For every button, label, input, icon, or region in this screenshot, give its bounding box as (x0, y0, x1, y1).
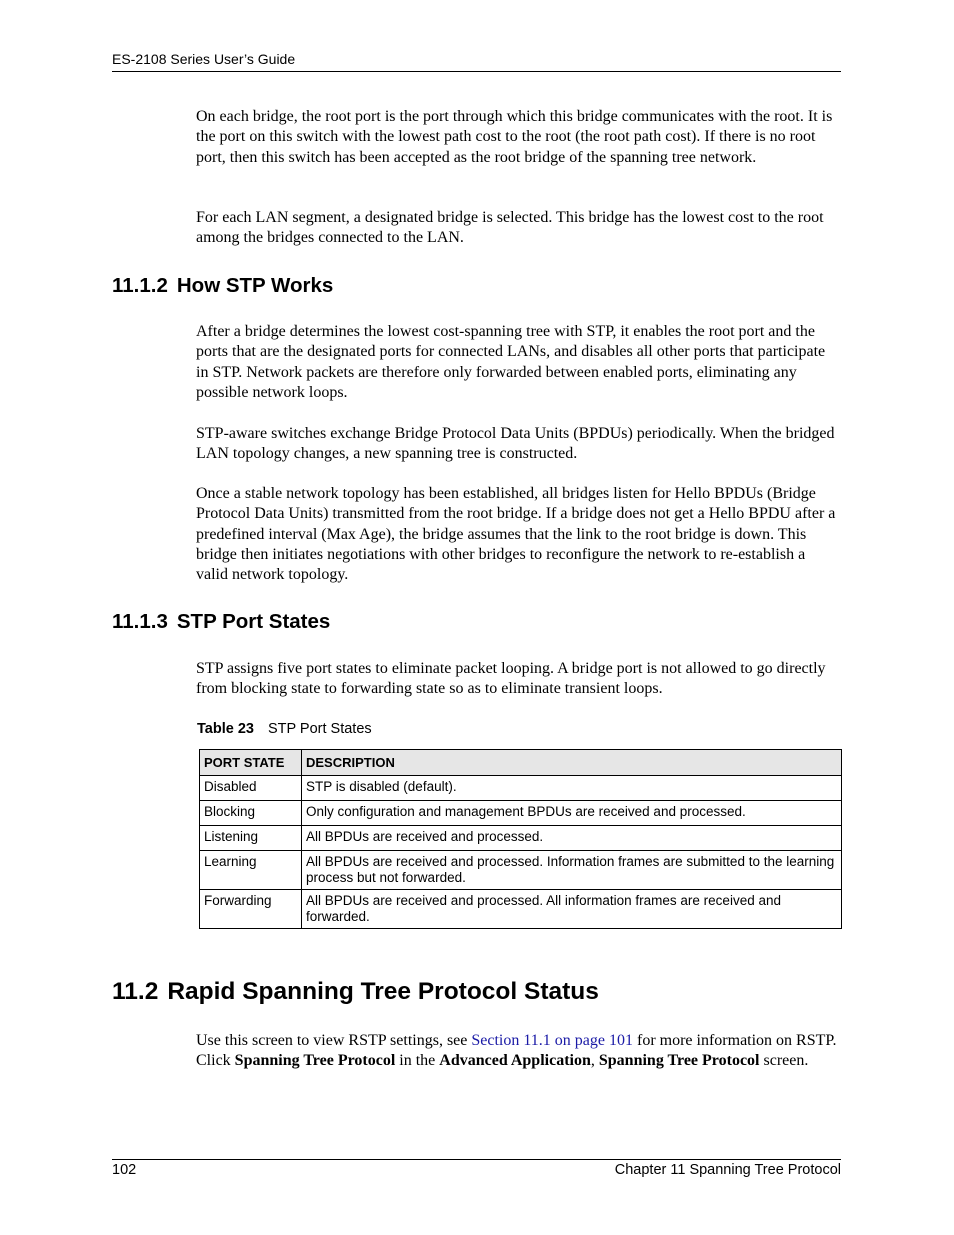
table-row (200, 801, 842, 826)
how-stp-paragraph-3: Once a stable network topology has been established, all bridges listen for Hello BPDUs (Bridge Protocol Data Units) transmitted from the root bridge. If a bridge does not get a Hello BPDU after a predefined interval (Max Age), the bridge assumes that the link to the root bridge is down. This bridge then initiates negotiations with other bridges to reconfigure the network to re-establish a valid network topology. (196, 485, 836, 584)
table-row (200, 890, 842, 929)
section-number: 11.2 (112, 978, 159, 1005)
port-state-cell: Listening (200, 826, 302, 851)
intro-paragraph-1: On each bridge, the root port is the port through which this bridge communicates with the root. It is the port on this switch with the lowest path cost to the root (the root path cost). If there is no root port, then this switch has been accepted as the root bridge of the spanning tree network. (196, 108, 833, 166)
port-state-cell: Learning (200, 851, 302, 890)
description-cell: All BPDUs are received and processed. All information frames are received and forwarded. (302, 890, 842, 929)
column-header-description: DESCRIPTION (302, 750, 842, 776)
page-number: 102 (112, 1162, 137, 1178)
running-header: ES-2108 Series User’s Guide (112, 51, 296, 67)
menu-reference: Advanced Application (439, 1052, 591, 1070)
rstp-paragraph (196, 1031, 841, 1072)
section-cross-reference-link[interactable]: Section 11.1 on page 101 (471, 1032, 633, 1049)
table-label: Table 23 (197, 721, 254, 737)
section-title: Rapid Spanning Tree Protocol Status (167, 978, 599, 1005)
section-heading-how-stp-works (112, 274, 333, 298)
port-state-cell: Disabled (200, 776, 302, 801)
stp-port-states-table (199, 749, 842, 929)
table-header-row (200, 750, 842, 776)
rstp-text: Use this screen to view RSTP settings, see (196, 1032, 472, 1049)
table-row (200, 826, 842, 851)
rstp-text: for more information on RSTP. Click (196, 1032, 837, 1070)
menu-reference: Spanning Tree Protocol (598, 1052, 760, 1070)
section-heading-rstp-status (112, 978, 599, 1006)
section-title: STP Port States (176, 610, 331, 633)
description-cell: All BPDUs are received and processed. Information frames are submitted to the learning process but not forwarded. (302, 851, 842, 890)
table-caption-text: STP Port States (267, 721, 372, 737)
section-title: How STP Works (176, 274, 334, 297)
section-heading-stp-port-states (112, 610, 330, 634)
rstp-text: screen. (759, 1052, 809, 1070)
description-cell: All BPDUs are received and processed. (302, 826, 842, 851)
port-state-cell: Blocking (200, 801, 302, 826)
port-states-paragraph: STP assigns five port states to eliminate packet looping. A bridge port is not allowed to go directly from blocking state to forwarding state so as to eliminate transient loops. (196, 660, 826, 698)
how-stp-paragraph-2: STP-aware switches exchange Bridge Protocol Data Units (BPDUs) periodically. When the bridged LAN topology changes, a new spanning tree is constructed. (196, 425, 835, 463)
table-row (200, 851, 842, 890)
header-rule (112, 71, 841, 72)
chapter-footer: Chapter 11 Spanning Tree Protocol (614, 1162, 841, 1178)
table-row (200, 776, 842, 801)
description-cell: STP is disabled (default). (302, 776, 842, 801)
menu-reference: Spanning Tree Protocol (234, 1052, 396, 1070)
how-stp-paragraph-1: After a bridge determines the lowest cost-spanning tree with STP, it enables the root port and the ports that are the designated ports for connected LANs, and disables all other ports that participate in STP. Network packets are therefore only forwarded between enabled ports, eliminating any possible network loops. (196, 323, 826, 401)
port-state-cell: Forwarding (200, 890, 302, 929)
table-caption (197, 721, 372, 737)
rstp-text: in the (395, 1052, 440, 1070)
description-cell: Only configuration and management BPDUs are received and processed. (302, 801, 842, 826)
section-number: 11.1.3 (112, 610, 168, 633)
column-header-port-state: PORT STATE (200, 750, 302, 776)
intro-paragraph-2: For each LAN segment, a designated bridge is selected. This bridge has the lowest cost to the root among the bridges connected to the LAN. (196, 209, 824, 247)
section-number: 11.1.2 (112, 274, 168, 297)
rstp-text: , (590, 1052, 599, 1070)
footer-rule (112, 1159, 841, 1160)
